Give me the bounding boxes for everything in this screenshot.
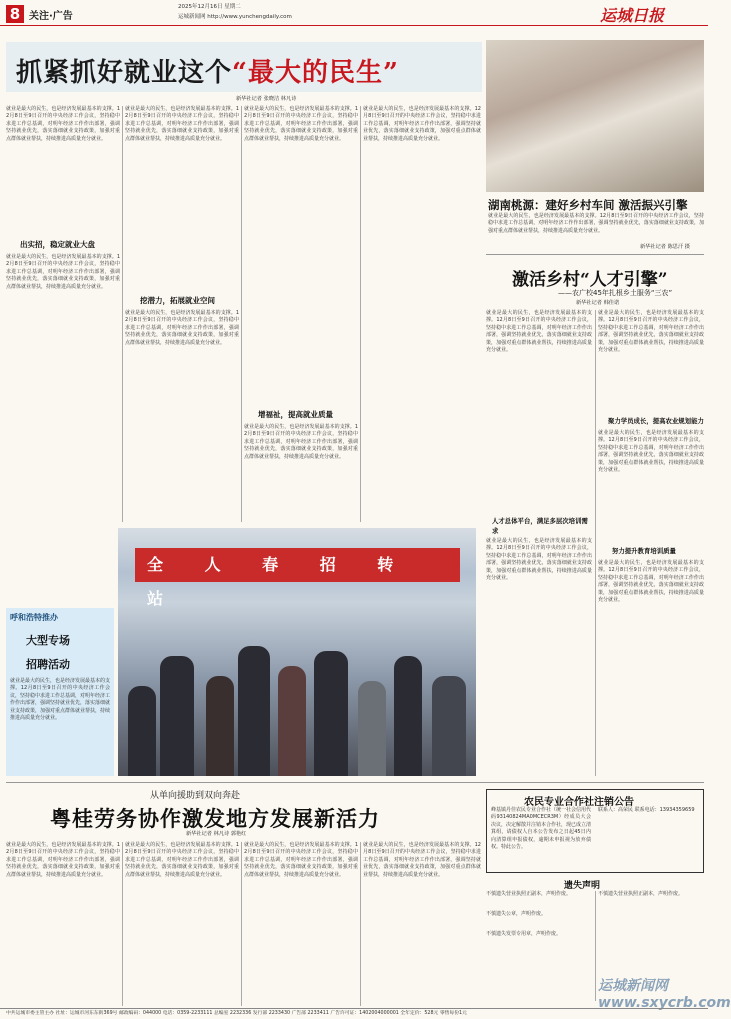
job-fair-banner: 全 人 春 招 转 站 (135, 548, 460, 582)
second-body-col2: 就业是最大的民生，也是经济发展最基本的支撑。12月8日至9日召开的中央经济工作会议，坚持稳中求进工作总基调，对明年经济工作作出部署，强调坚持就业优先，落实落细就业支持政策，加强对重点群体就业帮扶，持续推进高质量充分就业。 (125, 842, 239, 878)
ad-body: 就业是最大的民生，也是经济发展最基本的支撑。12月8日至9日召开的中央经济工作会议，坚持稳中求进工作总基调，对明年经济工作作出部署，强调坚持就业优先，落实落细就业支持政策，加强对重点群体就业帮扶，持续推进高质量充分就业。 (10, 678, 111, 722)
issue-date: 2025年12月16日 星期二 (178, 4, 241, 10)
lead-byline: 新华社记者 张晓洁 林凡诗 (236, 96, 297, 102)
header-rule (0, 25, 708, 26)
rural-talent-subhead: ——农广校45年扎根乡土服务“三农” (558, 289, 673, 297)
lead-headline-text: 抓紧抓好就业这个 (16, 58, 233, 88)
website-link[interactable]: 运城新闻网 http://www.yunchengdaily.com (178, 14, 292, 20)
village-workshop-photo (486, 40, 704, 192)
newspaper-logo: 运城日报 (600, 6, 665, 25)
rural-talent-headline: 激活乡村“人才引擎” (512, 270, 668, 290)
notice-body: 峰基镇丹佳农民专业合作社（统一社会信用代码93140824MA0MCECR3M）经成员大会决议，决定解散并注销本合作社，现已成立清算组，请债权人自本公告发布之日起45日内向清算组申报债权，逾期未申报视为放弃债权。特此公告。 (491, 807, 592, 851)
rural-byline: 新华社记者 韩佳诺 (576, 300, 620, 306)
lost-notice-col2: 不慎遗失营业执照正副本，声明作废。 (598, 891, 684, 897)
photo-caption-headline: 湖南桃源：建好乡村车间 激活振兴引擎 (488, 198, 688, 212)
lead-body-col1b: 就业是最大的民生，也是经济发展最基本的支撑。12月8日至9日召开的中央经济工作会议，坚持稳中求进工作总基调，对明年经济工作作出部署，强调坚持就业优先，落实落细就业支持政策，加强对重点群体就业帮扶，持续推进高质量充分就业。 (6, 254, 120, 290)
second-body-col4: 就业是最大的民生，也是经济发展最基本的支撑。12月8日至9日召开的中央经济工作会议，坚持稳中求进工作总基调，对明年经济工作作出部署，强调坚持就业优先，落实落细就业支持政策，加强对重点群体就业帮扶，持续推进高质量充分就业。 (363, 842, 481, 878)
lead-subhead-1: 出实招，稳定就业大盘 (20, 240, 95, 249)
lead-body-col1: 就业是最大的民生，也是经济发展最基本的支撑。12月8日至9日召开的中央经济工作会议，坚持稳中求进工作总基调，对明年经济工作作出部署，强调坚持就业优先，落实落细就业支持政策，加强对重点群体就业帮扶，持续推进高质量充分就业。 (6, 106, 120, 142)
notice-title: 农民专业合作社注销公告 (524, 797, 634, 808)
lead-body-col2: 就业是最大的民生，也是经济发展最基本的支撑。12月8日至9日召开的中央经济工作会议，坚持稳中求进工作总基调，对明年经济工作作出部署，强调坚持就业优先，落实落细就业支持政策，加强对重点群体就业帮扶，持续推进高质量充分就业。 (125, 106, 239, 142)
page-number: 8 (6, 5, 24, 23)
second-body-col1: 就业是最大的民生，也是经济发展最基本的支撑。12月8日至9日召开的中央经济工作会议，坚持稳中求进工作总基调，对明年经济工作作出部署，强调坚持就业优先，落实落细就业支持政策，加强对重点群体就业帮扶，持续推进高质量充分就业。 (6, 842, 120, 878)
notice-contact: 联系人：高荣民 联系电话：13934359659 (598, 807, 695, 813)
page-footer: 中共运城市委主管主办 社址：运城市河东东街369号 邮政编码：044000 电话：0359-2233111 总编室 2232336 发行部 2233430 广告部 2233411 广告许可证：1402004000001 全年定价：528元 零售每份1元 (0, 1008, 708, 1018)
lead-body-col2b: 就业是最大的民生，也是经济发展最基本的支撑。12月8日至9日召开的中央经济工作会议，坚持稳中求进工作总基调，对明年经济工作作出部署，强调坚持就业优先，落实落细就业支持政策，加强对重点群体就业帮扶，持续推进高质量充分就业。 (125, 310, 239, 346)
rural-subhead-2: 聚力学员成长，提高农业规划能力 (608, 417, 704, 425)
rural-body-col2c: 就业是最大的民生，也是经济发展最基本的支撑。12月8日至9日召开的中央经济工作会议，坚持稳中求进工作总基调，对明年经济工作作出部署，强调坚持就业优先，落实落细就业支持政策，加强对重点群体就业帮扶，持续推进高质量充分就业。 (598, 560, 704, 604)
rural-subhead-1: 人才总体平台，满足多层次培训需求 (492, 517, 588, 535)
photo-caption-byline: 新华社记者 陈思汗 摄 (640, 244, 690, 250)
lead-subhead-3: 增福祉，提高就业质量 (258, 410, 333, 419)
lost-notice-item-1: 不慎遗失营业执照正副本，声明作废。 (486, 891, 572, 897)
lead-headline-quote: “最大的民生” (232, 58, 399, 88)
lead-body-col3b: 就业是最大的民生，也是经济发展最基本的支撑。12月8日至9日召开的中央经济工作会议，坚持稳中求进工作总基调，对明年经济工作作出部署，强调坚持就业优先，落实落细就业支持政策，加强对重点群体就业帮扶，持续推进高质量充分就业。 (244, 424, 358, 460)
lead-subhead-2: 挖潜力，拓展就业空间 (140, 296, 215, 305)
rural-body-col2: 就业是最大的民生，也是经济发展最基本的支撑。12月8日至9日召开的中央经济工作会议，坚持稳中求进工作总基调，对明年经济工作作出部署，强调坚持就业优先，落实落细就业支持政策，加强对重点群体就业帮扶，持续推进高质量充分就业。 (598, 310, 704, 354)
rural-body-col1: 就业是最大的民生，也是经济发展最基本的支撑。12月8日至9日召开的中央经济工作会议，坚持稳中求进工作总基调，对明年经济工作作出部署，强调坚持就业优先，落实落细就业支持政策，加强对重点群体就业帮扶，持续推进高质量充分就业。 (486, 310, 592, 354)
second-body-col3: 就业是最大的民生，也是经济发展最基本的支撑。12月8日至9日召开的中央经济工作会议，坚持稳中求进工作总基调，对明年经济工作作出部署，强调坚持就业优先，落实落细就业支持政策，加强对重点群体就业帮扶，持续推进高质量充分就业。 (244, 842, 358, 878)
photo-caption-body: 就业是最大的民生，也是经济发展最基本的支撑。12月8日至9日召开的中央经济工作会议，坚持稳中求进工作总基调，对明年经济工作作出部署，强调坚持就业优先，落实落细就业支持政策，加强对重点群体就业帮扶，持续推进高质量充分就业。 (488, 213, 704, 234)
lead-body-col3: 就业是最大的民生，也是经济发展最基本的支撑。12月8日至9日召开的中央经济工作会议，坚持稳中求进工作总基调，对明年经济工作作出部署，强调坚持就业优先，落实落细就业支持政策，加强对重点群体就业帮扶，持续推进高质量充分就业。 (244, 106, 358, 142)
lost-notice-title: 遗失声明 (564, 881, 601, 891)
rural-subhead-3: 努力提升教育培训质量 (612, 547, 676, 555)
section-title: 关注·广告 (29, 11, 73, 22)
lead-headline (16, 52, 399, 89)
second-story-kicker: 从单向援助到双向奔赴 (150, 791, 241, 801)
lost-notice-item-2: 不慎遗失公章，声明作废。 (486, 911, 547, 917)
site-watermark: 运城新闻网 www.sxycrb.com (598, 978, 731, 1011)
ad-kicker: 呼和浩特推办 (10, 613, 58, 622)
ad-title-line1: 大型专场 (26, 634, 70, 647)
lead-body-col4: 就业是最大的民生，也是经济发展最基本的支撑。12月8日至9日召开的中央经济工作会议，坚持稳中求进工作总基调，对明年经济工作作出部署，强调坚持就业优先，落实落细就业支持政策，加强对重点群体就业帮扶，持续推进高质量充分就业。 (363, 106, 481, 142)
ad-title-line2: 招聘活动 (26, 658, 70, 671)
second-story-byline: 新华社记者 林凡诗 郭艳红 (186, 831, 247, 837)
rural-body-col1b: 就业是最大的民生，也是经济发展最基本的支撑。12月8日至9日召开的中央经济工作会议，坚持稳中求进工作总基调，对明年经济工作作出部署，强调坚持就业优先，落实落细就业支持政策，加强对重点群体就业帮扶，持续推进高质量充分就业。 (486, 538, 592, 582)
rural-body-col2b: 就业是最大的民生，也是经济发展最基本的支撑。12月8日至9日召开的中央经济工作会议，坚持稳中求进工作总基调，对明年经济工作作出部署，强调坚持就业优先，落实落细就业支持政策，加强对重点群体就业帮扶，持续推进高质量充分就业。 (598, 430, 704, 474)
second-story-headline: 粤桂劳务协作激发地方发展新活力 (50, 806, 380, 831)
lost-notice-item-3: 不慎遗失发票专用章，声明作废。 (486, 931, 562, 937)
